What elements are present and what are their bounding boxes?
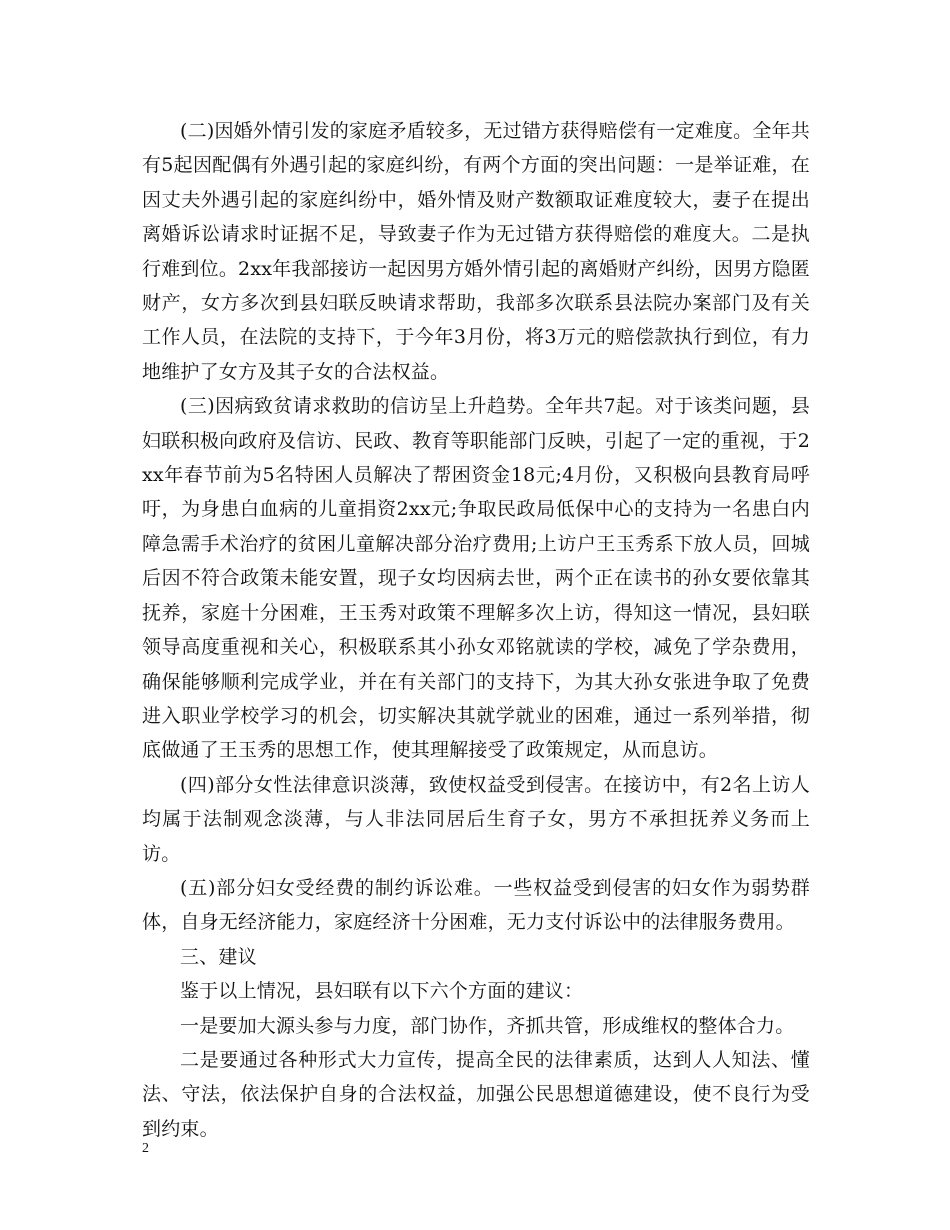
paragraph-section-three: (三)因病致贫请求救助的信访呈上升趋势。全年共7起。对于该类问题，县妇联积极向政府及信访、民政、教育等职能部门反映，引起了一定的重视，于2xx年春节前为5名特困人员解决了帮困资金18元;4月份，又积极向县教育局呼吁，为身患白血病的儿童捐资2xx元;争取民政局低保中心的支持为一名患白内障急需手术治疗的贫困儿童解决部分治疗费用;上访户王玉秀系下放人员，回城后因不符合政策未能安置，现子女均因病去世，两个正在读书的孙女要依靠其抚养，家庭十分困难，王玉秀对政策不理解多次上访，得知这一情况，县妇联领导高度重视和关心，积极联系其小孙女邓铭就读的学校，减免了学杂费用，确保能够顺利完成学业，并在有关部门的支持下，为其大孙女张进争取了免费进入职业学校学习的机会，切实解决其就学就业的困难，通过一系列举措，彻底做通了王玉秀的思想工作，使其理解接受了政策规定，从而息访。 — [142, 395, 810, 762]
paragraph-suggestions-intro: 鉴于以上情况，县妇联有以下六个方面的建议： — [180, 980, 584, 1003]
heading-suggestions: 三、建议 — [180, 945, 257, 968]
paragraph-suggestion-two: 二是要通过各种形式大力宣传，提高全民的法律素质，达到人人知法、懂法、守法，依法保护自身的合法权益，加强公民思想道德建设，使不良行为受到约束。 — [142, 1048, 810, 1140]
page-number: 2 — [142, 1141, 149, 1156]
document-body — [142, 114, 810, 1146]
paragraph-suggestion-one: 一是要加大源头参与力度，部门协作，齐抓共管，形成维权的整体合力。 — [180, 1014, 795, 1037]
paragraph-section-two: (二)因婚外情引发的家庭矛盾较多，无过错方获得赔偿有一定难度。全年共有5起因配偶有外遇引起的家庭纠纷，有两个方面的突出问题：一是举证难，在因丈夫外遇引起的家庭纠纷中，婚外情及财产数额取证难度较大，妻子在提出离婚诉讼请求时证据不足，导致妻子作为无过错方获得赔偿的难度大。二是执行难到位。2xx年我部接访一起因男方婚外情引起的离婚财产纠纷，因男方隐匿财产，女方多次到县妇联反映请求帮助，我部多次联系县法院办案部门及有关工作人员，在法院的支持下，于今年3月份，将3万元的赔偿款执行到位，有力地维护了女方及其子女的合法权益。 — [142, 120, 810, 383]
paragraph-section-five: (五)部分妇女受经费的制约诉讼难。一些权益受到侵害的妇女作为弱势群体，自身无经济能力，家庭经济十分困难，无力支付诉讼中的法律服务费用。 — [142, 876, 810, 934]
paragraph-section-four: (四)部分女性法律意识淡薄，致使权益受到侵害。在接访中，有2名上访人均属于法制观念淡薄，与人非法同居后生育子女，男方不承担抚养义务而上访。 — [142, 773, 810, 865]
